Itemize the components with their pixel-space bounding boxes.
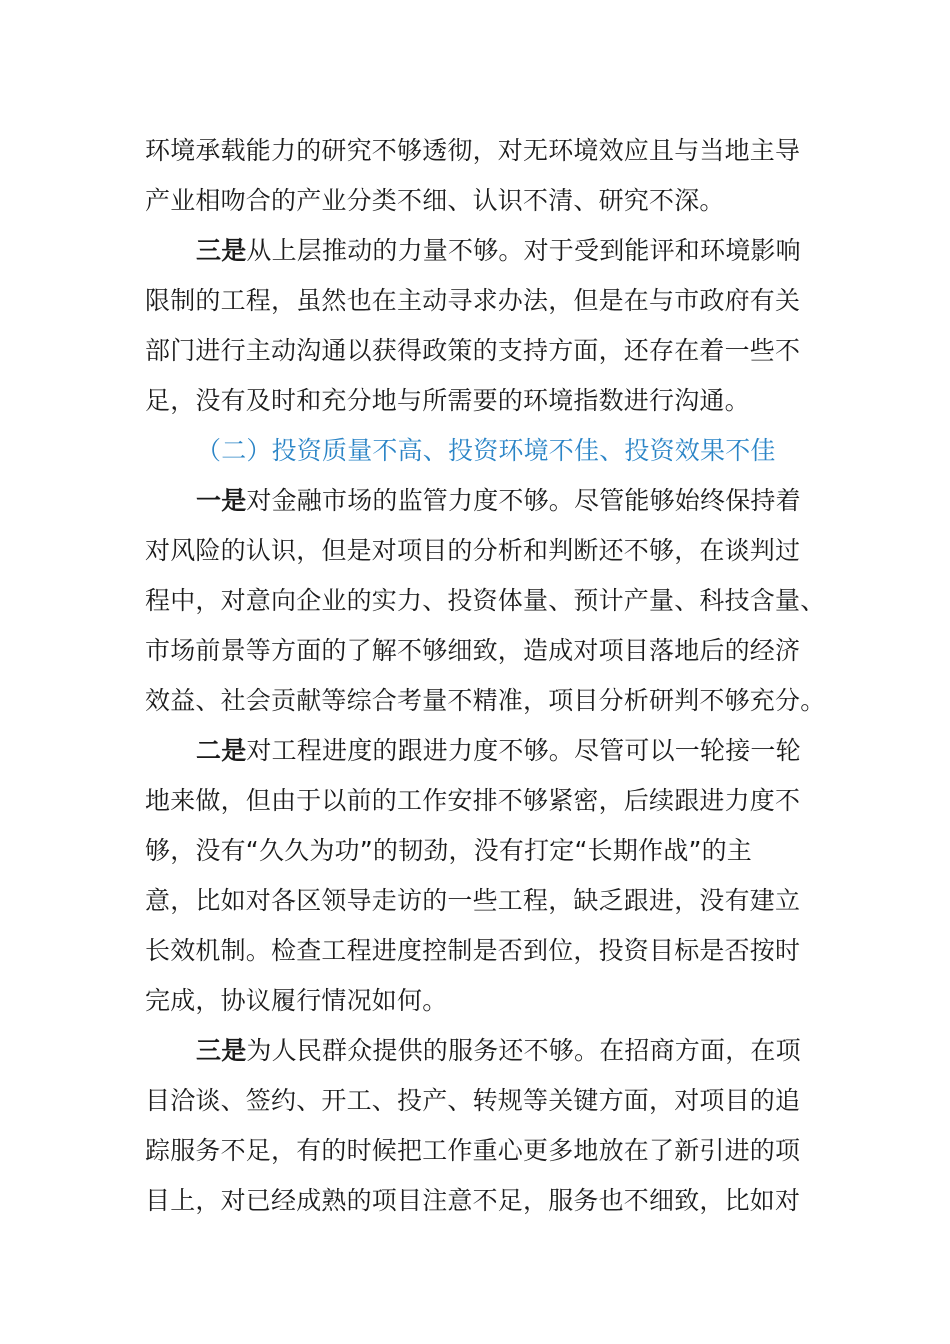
paragraph-text: 为人民群众提供的服务还不够。在招商方面，在项: [246, 1036, 801, 1065]
paragraph-text: 对金融市场的监管力度不够。尽管能够始终保持着: [246, 486, 801, 515]
paragraph-text: 对工程进度的跟进力度不够。尽管可以一轮接一轮: [246, 736, 801, 765]
body-line: 限制的工程，虽然也在主动寻求办法，但是在与市政府有关: [145, 286, 801, 315]
body-line: 意，比如对各区领导走访的一些工程，缺乏跟进，没有建立: [145, 886, 801, 915]
keyword-san-shi: 三是: [196, 1036, 247, 1065]
body-line: 地来做，但由于以前的工作安排不够紧密，后续跟进力度不: [145, 786, 801, 815]
body-line: 部门进行主动沟通以获得政策的支持方面，还存在着一些不: [145, 336, 801, 365]
paragraph-line: [196, 234, 876, 268]
paragraph-line: [196, 734, 876, 768]
body-line: 程中，对意向企业的实力、投资体量、预计产量、科技含量、: [145, 586, 826, 615]
section-heading: （二）投资质量不高、投资环境不佳、投资效果不佳: [196, 436, 776, 465]
body-line: 完成，协议履行情况如何。: [145, 986, 448, 1015]
body-line: 产业相吻合的产业分类不细、认识不清、研究不深。: [145, 186, 725, 215]
body-line: 长效机制。检查工程进度控制是否到位，投资目标是否按时: [145, 936, 801, 965]
body-line: 够，没有“久久为功”的韧劲，没有打定“长期作战”的主: [145, 836, 753, 865]
body-line: 目上，对已经成熟的项目注意不足，服务也不细致，比如对: [145, 1186, 801, 1215]
body-line: 目洽谈、签约、开工、投产、转规等关键方面，对项目的追: [145, 1086, 801, 1115]
body-line: 效益、社会贡献等综合考量不精准，项目分析研判不够充分。: [145, 686, 826, 715]
paragraph-text: 从上层推动的力量不够。对于受到能评和环境影响: [246, 236, 801, 265]
body-line: 对风险的认识，但是对项目的分析和判断还不够，在谈判过: [145, 536, 801, 565]
body-line: 市场前景等方面的了解不够细致，造成对项目落地后的经济: [145, 636, 801, 665]
paragraph-line: [196, 1034, 876, 1068]
body-line: 环境承载能力的研究不够透彻，对无环境效应且与当地主导: [145, 136, 801, 165]
keyword-yi-shi: 一是: [196, 486, 247, 515]
keyword-san-shi: 三是: [196, 236, 247, 265]
body-line: 踪服务不足，有的时候把工作重心更多地放在了新引进的项: [145, 1136, 801, 1165]
body-line: 足，没有及时和充分地与所需要的环境指数进行沟通。: [145, 386, 750, 415]
keyword-er-shi: 二是: [196, 736, 247, 765]
paragraph-line: [196, 484, 876, 518]
